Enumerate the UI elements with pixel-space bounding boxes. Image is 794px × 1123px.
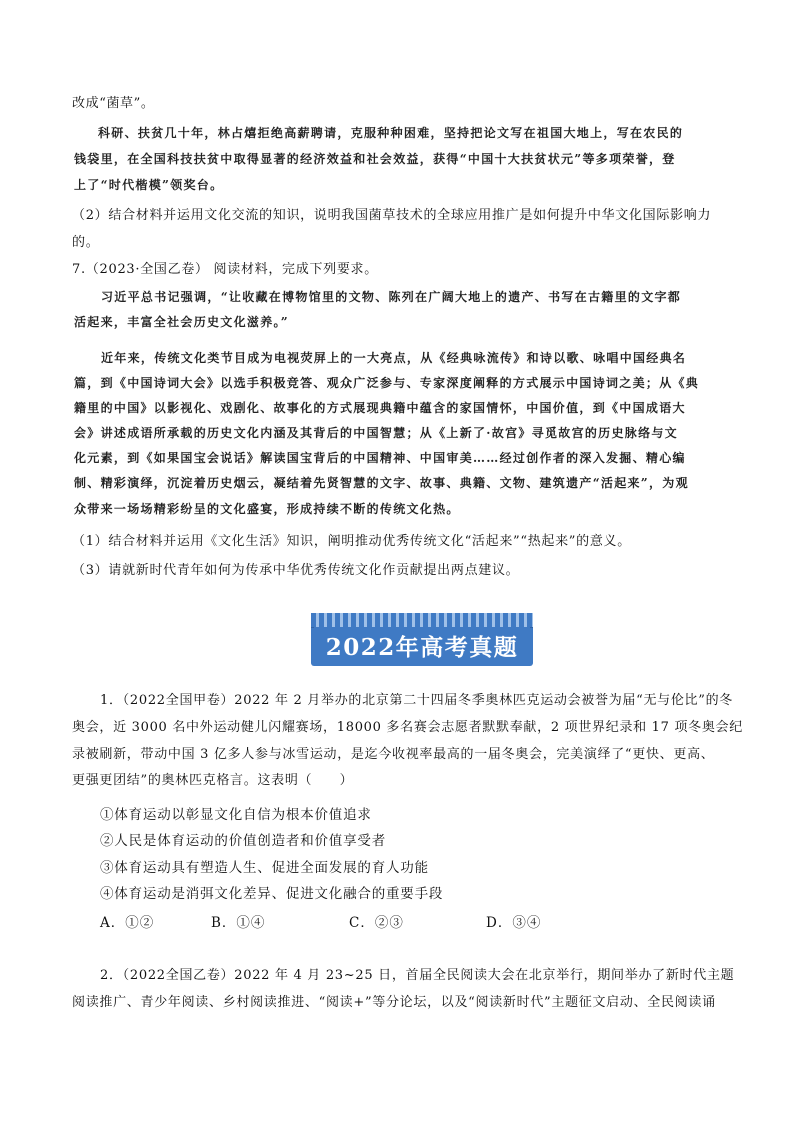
material-line: 篇，到《中国诗词大会》以选手积极竞答、观众广泛参与、专家深度阐释的方式展示中国诗词之美；从《典 xyxy=(74,376,700,390)
option-item: ①体育运动以彰显文化自信为根本价值追求 xyxy=(100,807,372,823)
sub-question: （3）请就新时代青年如何为传承中华优秀传统文化作贡献提出两点建议。 xyxy=(72,563,520,578)
answer-choice-a: A．①② xyxy=(100,915,155,931)
option-item: ④体育运动是消弭文化差异、促进文化融合的重要手段 xyxy=(100,886,444,902)
question-line: 奥会，近 3000 名中外运动健儿闪耀赛场，18000 多名赛会志愿者默默奉献，2 项世界纪录和 17 项冬奥会纪 xyxy=(72,720,743,735)
question-line: 2．（2022全国乙卷）2022 年 4 月 23~25 日，首届全民阅读大会在北京举行，期间举办了新时代主题 xyxy=(100,968,735,983)
material-line: 近年来，传统文化类节目成为电视荧屏上的一大亮点，从《经典咏流传》和诗以歌、咏唱中国经典名 xyxy=(101,351,687,365)
question-line: 阅读推广、青少年阅读、乡村阅读推进、“阅读+”等分论坛，以及“阅读新时代”主题征文启动、全民阅读诵 xyxy=(72,995,716,1010)
question-header: 7.（2023·全国乙卷） 阅读材料，完成下列要求。 xyxy=(72,262,378,277)
material-line: 钱袋里，在全国科技扶贫中取得显著的经济效益和社会效益，获得“中国十大扶贫状元”等多项荣誉，登 xyxy=(74,152,676,166)
material-line: 习近平总书记强调，“让收藏在博物馆里的文物、陈列在广阔大地上的遗产、书写在古籍里的文字都 xyxy=(101,290,682,304)
option-item: ③体育运动具有塑造人生、促进全面发展的育人功能 xyxy=(100,860,429,876)
question-line: 1．（2022全国甲卷）2022 年 2 月举办的北京第二十四届冬季奥林匹克运动会被誉为届“无与伦比”的冬 xyxy=(100,693,733,708)
answer-choice-d: D．③④ xyxy=(486,915,542,931)
material-line: 众带来一场场精彩纷呈的文化盛宴，形成持续不断的传统文化热。 xyxy=(74,502,460,516)
question-line: 录被刷新，带动中国 3 亿多人参与冰雪运动，是迄今收视率最高的一届冬奥会，完美演绎了“更快、更高、 xyxy=(72,747,715,762)
material-line: 化元素，到《如果国宝会说话》解读国宝背后的中国精神、中国审美……经过创作者的深入发掘、精心编 xyxy=(74,451,686,465)
material-line: 上了“时代楷模”领奖台。 xyxy=(74,178,224,192)
section-banner xyxy=(311,613,533,666)
sub-question: （1）结合材料并运用《文化生活》知识，阐明推动优秀传统文化“活起来”“热起来”的意义。 xyxy=(72,534,631,549)
answer-choice-c: C．②③ xyxy=(349,915,404,931)
section-title: 2022年高考真题 xyxy=(325,633,519,661)
text-line: 改成“菌草”。 xyxy=(72,96,155,111)
material-line: 科研、扶贫几十年，林占熺拒绝高薪聘请，克服种种困难，坚持把论文写在祖国大地上，写在农民的 xyxy=(98,126,684,140)
question-line: （2）结合材料并运用文化交流的知识，说明我国菌草技术的全球应用推广是如何提升中华文化国际影响力 xyxy=(72,208,712,223)
answer-choice-b: B．①④ xyxy=(211,915,266,931)
material-line: 制、精彩演绎，沉淀着历史烟云，凝结着先贤智慧的文字、故事、典籍、文物、建筑遗产“活起来”，为观 xyxy=(74,476,689,490)
question-line: 更强更团结”的奥林匹克格言。这表明（ ） xyxy=(72,773,354,788)
question-line: 的。 xyxy=(72,235,100,250)
material-line: 活起来，丰富全社会历史文化滋养。” xyxy=(74,315,290,329)
banner-stripes xyxy=(311,613,533,628)
material-line: 会》讲述成语所承载的历史文化内涵及其背后的中国智慧；从《上新了·故宫》寻觅故宫的历史脉络与文 xyxy=(74,426,678,440)
banner-inner xyxy=(314,627,530,663)
option-item: ②人民是体育运动的价值创造者和价值享受者 xyxy=(100,833,386,849)
material-line: 籍里的中国》以影视化、戏剧化、故事化的方式展现典籍中蕴含的家国情怀，中国价值，到《中国成语大 xyxy=(74,401,686,415)
